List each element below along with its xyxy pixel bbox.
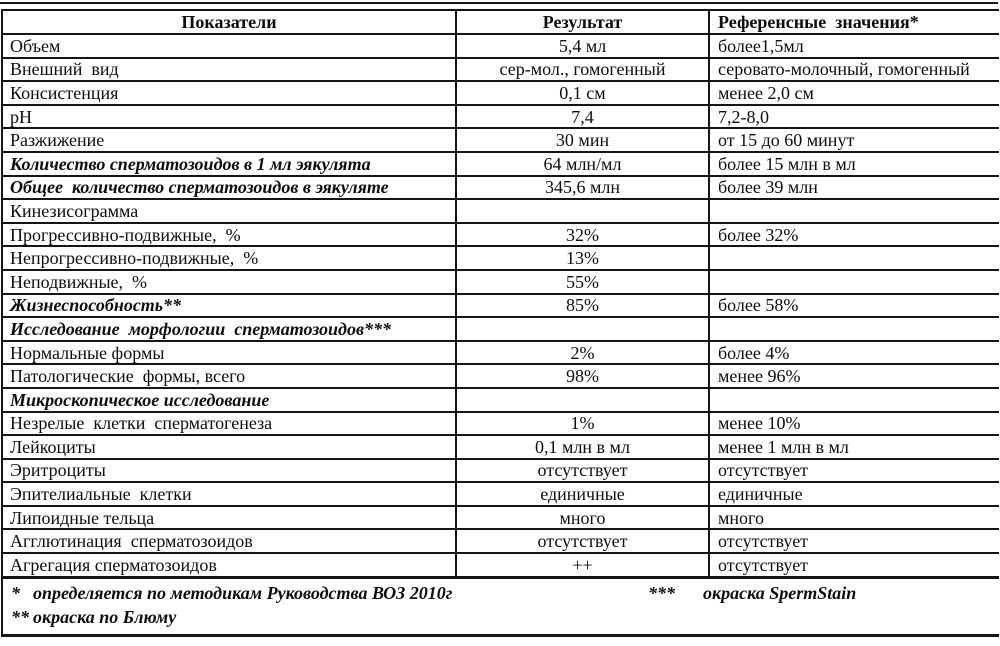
reference-cell: отсутствует bbox=[718, 460, 809, 481]
indicator-cell: Агрегация сперматозоидов bbox=[3, 554, 457, 576]
result-cell: отсутствует bbox=[457, 530, 710, 552]
result-cell: 1% bbox=[457, 413, 710, 435]
result-cell bbox=[457, 318, 710, 340]
indicator-cell: pH bbox=[3, 106, 457, 128]
result-cell: 64 млн/мл bbox=[457, 153, 710, 175]
result-cell: 7,4 bbox=[457, 106, 710, 128]
reference-cell: менее 2,0 см bbox=[718, 82, 814, 103]
table-row bbox=[3, 153, 999, 177]
indicator-cell: Эпителиальные клетки bbox=[3, 483, 457, 505]
table-row bbox=[3, 483, 999, 507]
result-cell: отсутствует bbox=[457, 460, 710, 482]
result-cell: 0,1 см bbox=[457, 82, 710, 104]
reference-cell bbox=[710, 389, 999, 411]
indicator-cell: Нормальные формы bbox=[3, 342, 457, 364]
footnotes bbox=[3, 578, 999, 637]
table-row bbox=[3, 507, 999, 531]
indicator-cell: Непрогрессивно-подвижные, % bbox=[3, 247, 457, 269]
top-rule bbox=[0, 2, 998, 4]
reference-cell: более 39 млн bbox=[718, 177, 818, 198]
reference-cell: более 58% bbox=[718, 295, 799, 316]
reference-cell: менее 1 млн в мл bbox=[718, 436, 849, 457]
result-cell: 2% bbox=[457, 342, 710, 364]
reference-cell bbox=[710, 247, 999, 269]
footnote-line-2 bbox=[3, 606, 999, 630]
result-cell: сер-мол., гомогенный bbox=[457, 59, 710, 81]
reference-cell: более1,5мл bbox=[718, 35, 804, 56]
indicator-cell: Общее количество сперматозоидов в эякуляте bbox=[3, 177, 457, 199]
table-row bbox=[3, 554, 999, 578]
result-cell: 55% bbox=[457, 271, 710, 293]
table-row bbox=[3, 460, 999, 484]
footnote-marker-2: ** bbox=[11, 607, 29, 628]
table-row bbox=[3, 413, 999, 437]
table-row bbox=[3, 318, 999, 342]
table-row bbox=[3, 530, 999, 554]
result-cell: 0,1 млн в мл bbox=[457, 436, 710, 458]
footnote-right-group bbox=[648, 582, 856, 606]
header-result: Результат bbox=[457, 11, 710, 33]
indicator-cell: Жизнеспособность** bbox=[3, 295, 457, 317]
result-cell: 5,4 мл bbox=[457, 35, 710, 57]
table-row bbox=[3, 82, 999, 106]
result-cell: 30 мин bbox=[457, 129, 710, 151]
table-row bbox=[3, 177, 999, 201]
reference-cell: много bbox=[718, 507, 764, 528]
header-indicators: Показатели bbox=[3, 11, 457, 33]
indicator-cell: Микроскопическое исследование bbox=[3, 389, 457, 411]
header-reference: Референсные значения* bbox=[718, 12, 919, 32]
table-row bbox=[3, 389, 999, 413]
result-cell: 32% bbox=[457, 224, 710, 246]
reference-cell: менее 10% bbox=[718, 413, 801, 434]
result-cell: 85% bbox=[457, 295, 710, 317]
table-row bbox=[3, 106, 999, 130]
indicator-cell: Патологические формы, всего bbox=[3, 365, 457, 387]
reference-cell: менее 96% bbox=[718, 366, 801, 387]
indicator-cell: Исследование морфологии сперматозоидов*** bbox=[3, 318, 457, 340]
reference-cell bbox=[710, 200, 999, 222]
table-row bbox=[3, 35, 999, 59]
result-cell: 13% bbox=[457, 247, 710, 269]
table-row bbox=[3, 342, 999, 366]
table-header-row bbox=[3, 11, 999, 35]
indicator-cell: Неподвижные, % bbox=[3, 271, 457, 293]
indicator-cell: Количество сперматозоидов в 1 мл эякулята bbox=[3, 153, 457, 175]
footnote-text-3: окраска SpermStain bbox=[703, 583, 857, 604]
reference-cell: более 32% bbox=[718, 224, 799, 245]
table-row bbox=[3, 224, 999, 248]
reference-cell: более 4% bbox=[718, 342, 790, 363]
result-cell bbox=[457, 389, 710, 411]
indicator-cell: Кинезисограмма bbox=[3, 200, 457, 222]
reference-cell: 7,2-8,0 bbox=[718, 106, 769, 127]
indicator-cell: Прогрессивно-подвижные, % bbox=[3, 224, 457, 246]
reference-cell: серовато-молочный, гомогенный bbox=[718, 59, 970, 80]
reference-cell: отсутствует bbox=[718, 554, 809, 575]
indicator-cell: Липоидные тельца bbox=[3, 507, 457, 529]
indicator-cell: Внешний вид bbox=[3, 59, 457, 81]
table-row bbox=[3, 365, 999, 389]
reference-cell: от 15 до 60 минут bbox=[718, 130, 855, 151]
result-cell: единичные bbox=[457, 483, 710, 505]
footnote-line-1 bbox=[3, 582, 999, 606]
footnote-marker-3: *** bbox=[648, 583, 675, 604]
reference-cell bbox=[710, 318, 999, 340]
table-row bbox=[3, 200, 999, 224]
indicator-cell: Объем bbox=[3, 35, 457, 57]
indicator-cell: Разжижение bbox=[3, 129, 457, 151]
results-table bbox=[1, 9, 999, 637]
table-row bbox=[3, 59, 999, 83]
table-row bbox=[3, 271, 999, 295]
table-row bbox=[3, 295, 999, 319]
table-row bbox=[3, 436, 999, 460]
reference-cell: отсутствует bbox=[718, 531, 809, 552]
result-cell: много bbox=[457, 507, 710, 529]
table-row bbox=[3, 247, 999, 271]
footnote-marker-1: * bbox=[11, 583, 20, 604]
table-row bbox=[3, 129, 999, 153]
reference-cell: более 15 млн в мл bbox=[718, 153, 856, 174]
reference-cell: единичные bbox=[718, 484, 803, 505]
footnote-text-2: окраска по Блюму bbox=[33, 607, 177, 628]
footnote-text-1: определяется по методикам Руководства ВОЗ 2010г bbox=[33, 583, 453, 604]
result-cell: 345,6 млн bbox=[457, 177, 710, 199]
indicator-cell: Незрелые клетки сперматогенеза bbox=[3, 413, 457, 435]
result-cell: 98% bbox=[457, 365, 710, 387]
indicator-cell: Консистенция bbox=[3, 82, 457, 104]
indicator-cell: Лейкоциты bbox=[3, 436, 457, 458]
indicator-cell: Эритроциты bbox=[3, 460, 457, 482]
reference-cell bbox=[710, 271, 999, 293]
result-cell: ++ bbox=[457, 554, 710, 576]
indicator-cell: Агглютинация сперматозоидов bbox=[3, 530, 457, 552]
result-cell bbox=[457, 200, 710, 222]
results-table-rows bbox=[3, 35, 999, 578]
